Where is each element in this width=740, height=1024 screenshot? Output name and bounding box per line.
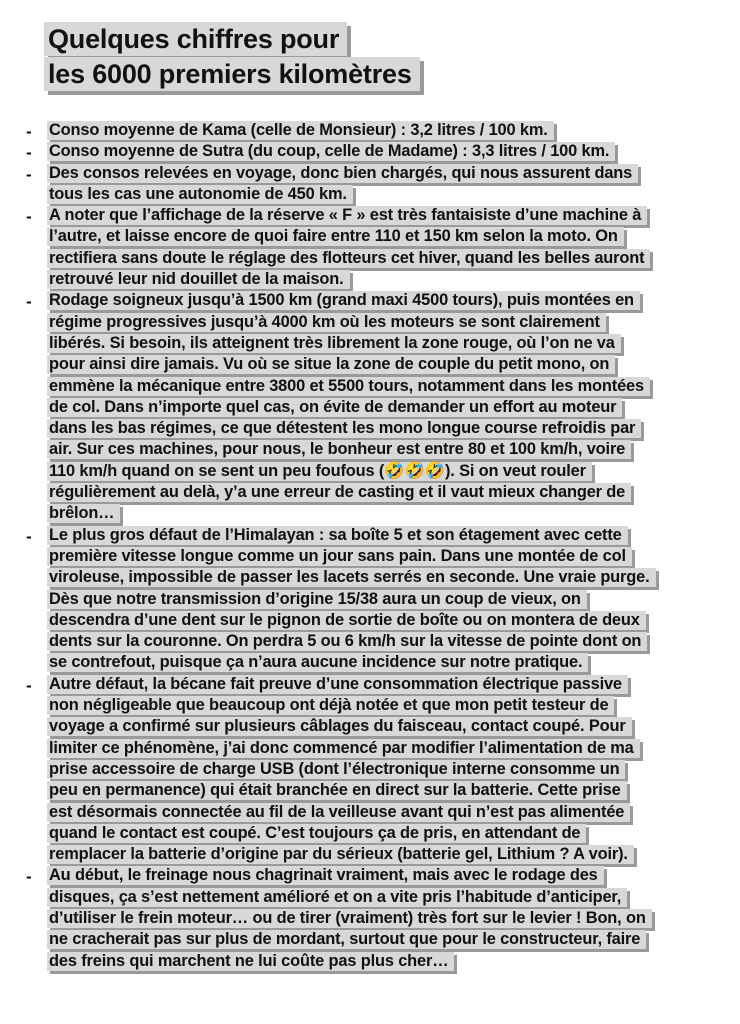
bullet-dash: - [26, 207, 32, 227]
page-title [44, 22, 704, 92]
list-item [22, 526, 722, 675]
bullet-dash: - [26, 526, 32, 546]
text-line: limiter ce phénomène, j’ai donc commencé par modifier l’alimentation de ma [47, 739, 640, 758]
bullet-dash: - [26, 122, 32, 141]
text-line: voyage a confirmé sur plusieurs câblages du faisceau, contact coupé. Pour [47, 717, 632, 736]
text-line: dents sur la couronne. On perdra 5 ou 6 km/h sur la vitesse de pointe dont on [47, 632, 647, 651]
text-line: peu en permanence) qui était branchée en direct sur la batterie. Cette prise [47, 781, 627, 800]
title-line: les 6000 premiers kilomètres [44, 57, 420, 91]
bullet-dash: - [26, 867, 32, 887]
list-item [22, 291, 722, 525]
text-line: descendra d’une dent sur le pignon de sortie de boîte ou on montera de deux [47, 611, 646, 630]
list-item [22, 675, 722, 867]
text-line: des freins qui marchent ne lui coûte pas plus cher… [47, 952, 454, 971]
text-line: Le plus gros défaut de l’Himalayan : sa boîte 5 et son étagement avec cette [47, 526, 628, 545]
list-item [22, 121, 722, 142]
text-line: Autre défaut, la bécane fait preuve d’une consommation électrique passive [47, 675, 628, 694]
bullet-dash: - [26, 143, 32, 163]
text-line: retrouvé leur nid douillet de la maison. [47, 270, 350, 289]
list-item-text [47, 206, 722, 291]
text-line: viroleuse, impossible de passer les lacets serrés en seconde. Une vraie purge. [47, 568, 656, 587]
text-line: disques, ça s’est nettement amélioré et on a vite pris l’habitude d’anticiper, [47, 888, 627, 907]
text-line: Des consos relevées en voyage, donc bien chargés, qui nous assurent dans [47, 164, 638, 183]
text-line: Conso moyenne de Kama (celle de Monsieur) : 3,2 litres / 100 km. [47, 121, 554, 140]
text-line: régime progressives jusqu’à 4000 km où les moteurs se sont clairement [47, 313, 606, 332]
title-line: Quelques chiffres pour [44, 22, 347, 56]
text-line: emmène la mécanique entre 3800 et 5500 tours, notamment dans les montées [47, 377, 650, 396]
text-line: air. Sur ces machines, pour nous, le bonheur est entre 80 et 100 km/h, voire [47, 440, 631, 459]
text-line: l’autre, et laisse encore de quoi faire entre 110 et 150 km selon la moto. On [47, 227, 624, 246]
text-line: rectifiera sans doute le réglage des flotteurs cet hiver, quand les belles auront [47, 249, 650, 268]
text-line: remplacer la batterie d’origine par du sérieux (batterie gel, Lithium ? A voir). [47, 845, 634, 864]
text-line: 110 km/h quand on se sent un peu foufous (🤣🤣🤣). Si on veut rouler [47, 462, 592, 481]
list-item-text [47, 121, 722, 142]
text-line: non négligeable que beaucoup ont déjà notée et que mon petit testeur de [47, 696, 614, 715]
text-line: est désormais connectée au fil de la veilleuse avant qui n’est pas alimentée [47, 803, 630, 822]
text-line: de col. Dans n’importe quel cas, on évite de demander un effort au moteur [47, 398, 622, 417]
text-line: pour ainsi dire jamais. Vu où se situe la zone de couple du petit mono, on [47, 355, 615, 374]
text-line: A noter que l’affichage de la réserve « F » est très fantaisiste d’une machine à [47, 206, 647, 225]
text-line: Conso moyenne de Sutra (du coup, celle de Madame) : 3,3 litres / 100 km. [47, 142, 615, 161]
bullet-dash: - [26, 292, 32, 312]
list-item [22, 142, 722, 163]
bullet-list [22, 121, 722, 973]
text-line: prise accessoire de charge USB (dont l’électronique interne consomme un [47, 760, 625, 779]
text-line: se contrefout, puisque ça n’aura aucune incidence sur notre pratique. [47, 653, 588, 672]
text-line: régulièrement au delà, y’a une erreur de casting et il vaut mieux changer de [47, 483, 631, 502]
text-line: Rodage soigneux jusqu’à 1500 km (grand maxi 4500 tours), puis montées en [47, 291, 640, 310]
text-line: dans les bas régimes, ce que détestent les mono longue course refroidis par [47, 419, 641, 438]
text-line: quand le contact est coupé. C’est toujours ça de pris, en attendant de [47, 824, 586, 843]
bullet-dash: - [26, 164, 32, 184]
list-item-text [47, 675, 722, 867]
list-item [22, 206, 722, 291]
bullet-dash: - [26, 675, 32, 695]
text-line: tous les cas une autonomie de 450 km. [47, 185, 353, 204]
list-item-text [47, 526, 722, 675]
text-line: brêlon… [47, 504, 120, 523]
text-line: première vitesse longue comme un jour sans pain. Dans une montée de col [47, 547, 632, 566]
list-item-text [47, 164, 722, 207]
list-item-text [47, 291, 722, 525]
list-item [22, 164, 722, 207]
list-item [22, 866, 722, 972]
list-item-text [47, 142, 722, 163]
text-line: Dès que notre transmission d’origine 15/38 aura un coup de vieux, on [47, 590, 587, 609]
list-item-text [47, 866, 722, 972]
text-line: libérés. Si besoin, ils atteignent très librement la zone rouge, où l’on ne va [47, 334, 621, 353]
text-line: d’utiliser le frein moteur… ou de tirer (vraiment) très fort sur le levier ! Bon, on [47, 909, 652, 928]
text-line: ne cracherait pas sur plus de mordant, surtout que pour le constructeur, faire [47, 930, 646, 949]
text-line: Au début, le freinage nous chagrinait vraiment, mais avec le rodage des [47, 866, 604, 885]
